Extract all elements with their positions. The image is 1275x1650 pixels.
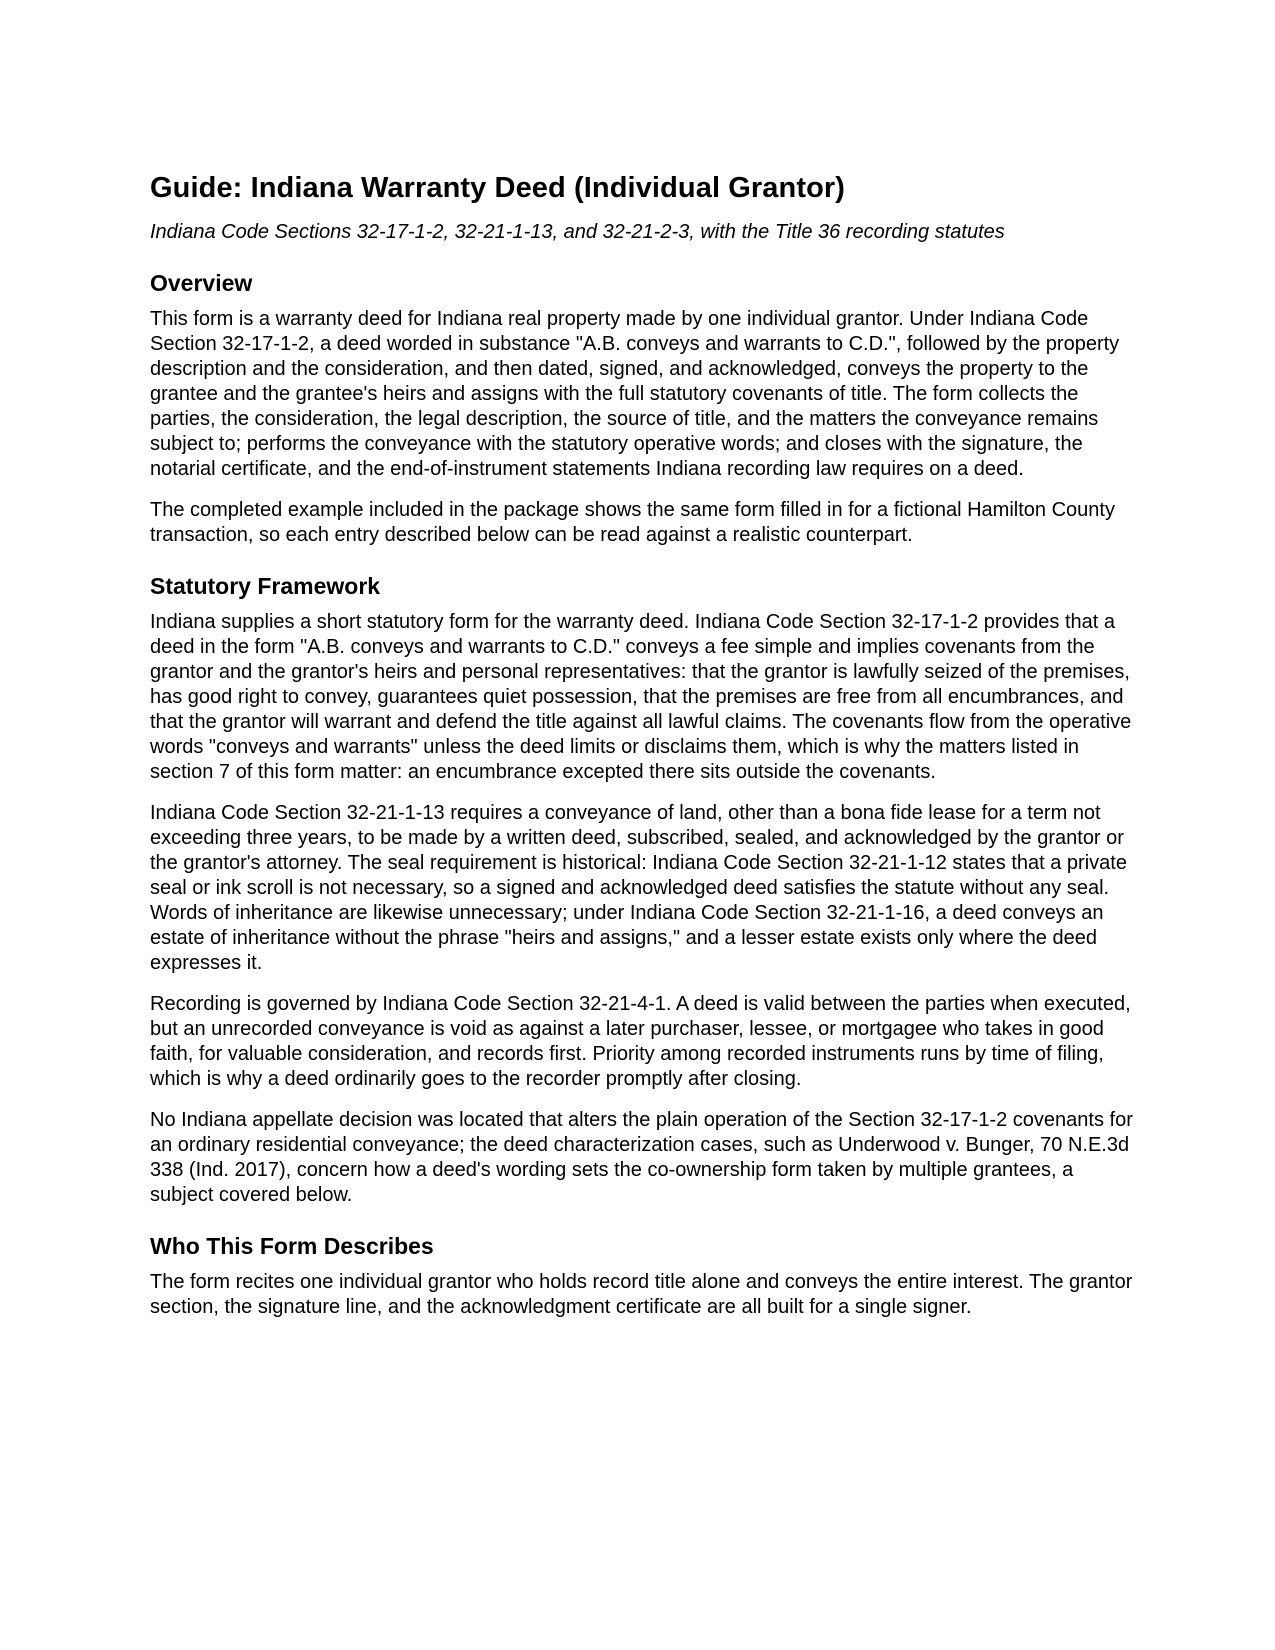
section-heading: Who This Form Describes <box>150 1233 434 1259</box>
section-heading: Statutory Framework <box>150 573 381 599</box>
section-heading: Overview <box>150 270 253 296</box>
section-statutory-framework <box>150 572 1140 1208</box>
paragraph: Indiana supplies a short statutory form for the warranty deed. Indiana Code Section 32-17-1-2 provides that a deed in the form "A.B. conveys and warrants to C.D." conveys a fee simple and implies covenants from the grantor and the grantor's heirs and personal representatives: that the grantor is lawfully seized of the premises, has good right to convey, guarantees quiet possession, that the premises are free from all encumbrances, and that the grantor will warrant and defend the title against all lawful claims. The covenants flow from the operative words "conveys and warrants" unless the deed limits or disclaims them, which is why the matters listed in section 7 of this form matter: an encumbrance excepted there sits outside the covenants. <box>150 611 1132 783</box>
paragraph: The completed example included in the package shows the same form filled in for a fictional Hamilton County transaction, so each entry described below can be read against a realistic counterpart. <box>150 499 1115 546</box>
section-overview <box>150 269 1140 548</box>
paragraph: This form is a warranty deed for Indiana real property made by one individual grantor. Under Indiana Code Section 32-17-1-2, a deed worded in substance "A.B. conveys and warrants to C.D.", followed by the property description and the consideration, and then dated, signed, and acknowledged, conveys the property to the grantee and the grantee's heirs and assigns with the full statutory covenants of title. The form collects the parties, the consideration, the legal description, the source of title, and the matters the conveyance remains subject to; performs the conveyance with the statutory operative words; and closes with the signature, the notarial certificate, and the end-of-instrument statements Indiana recording law requires on a deed. <box>150 308 1120 480</box>
paragraph: No Indiana appellate decision was located that alters the plain operation of the Section 32-17-1-2 covenants for an ordinary residential conveyance; the deed characterization cases, such as Underwood v. Bunger, 70 N.E.3d 338 (Ind. 2017), concern how a deed's wording sets the co-ownership form taken by multiple grantees, a subject covered below. <box>150 1109 1133 1206</box>
section-who-this-form-describes <box>150 1232 1140 1320</box>
document-subtitle: Indiana Code Sections 32-17-1-2, 32-21-1-13, and 32-21-2-3, with the Title 36 recording statutes <box>150 221 1005 243</box>
document-page <box>150 170 1140 1336</box>
paragraph: Recording is governed by Indiana Code Section 32-21-4-1. A deed is valid between the parties when executed, but an unrecorded conveyance is void as against a later purchaser, lessee, or mortgagee who takes in good faith, for valuable consideration, and records first. Priority among recorded instruments runs by time of filing, which is why a deed ordinarily goes to the recorder promptly after closing. <box>150 993 1131 1090</box>
paragraph: The form recites one individual grantor who holds record title alone and conveys the entire interest. The grantor section, the signature line, and the acknowledgment certificate are all built for a single signer. <box>150 1271 1133 1318</box>
paragraph: Indiana Code Section 32-21-1-13 requires a conveyance of land, other than a bona fide lease for a term not exceeding three years, to be made by a written deed, subscribed, sealed, and acknowledged by the grantor or the grantor's attorney. The seal requirement is historical: Indiana Code Section 32-21-1-12 states that a private seal or ink scroll is not necessary, so a signed and acknowledged deed satisfies the statute without any seal. Words of inheritance are likewise unnecessary; under Indiana Code Section 32-21-1-16, a deed conveys an estate of inheritance without the phrase "heirs and assigns," and a lesser estate exists only where the deed expresses it. <box>150 802 1127 974</box>
document-title: Guide: Indiana Warranty Deed (Individual Grantor) <box>150 172 846 204</box>
